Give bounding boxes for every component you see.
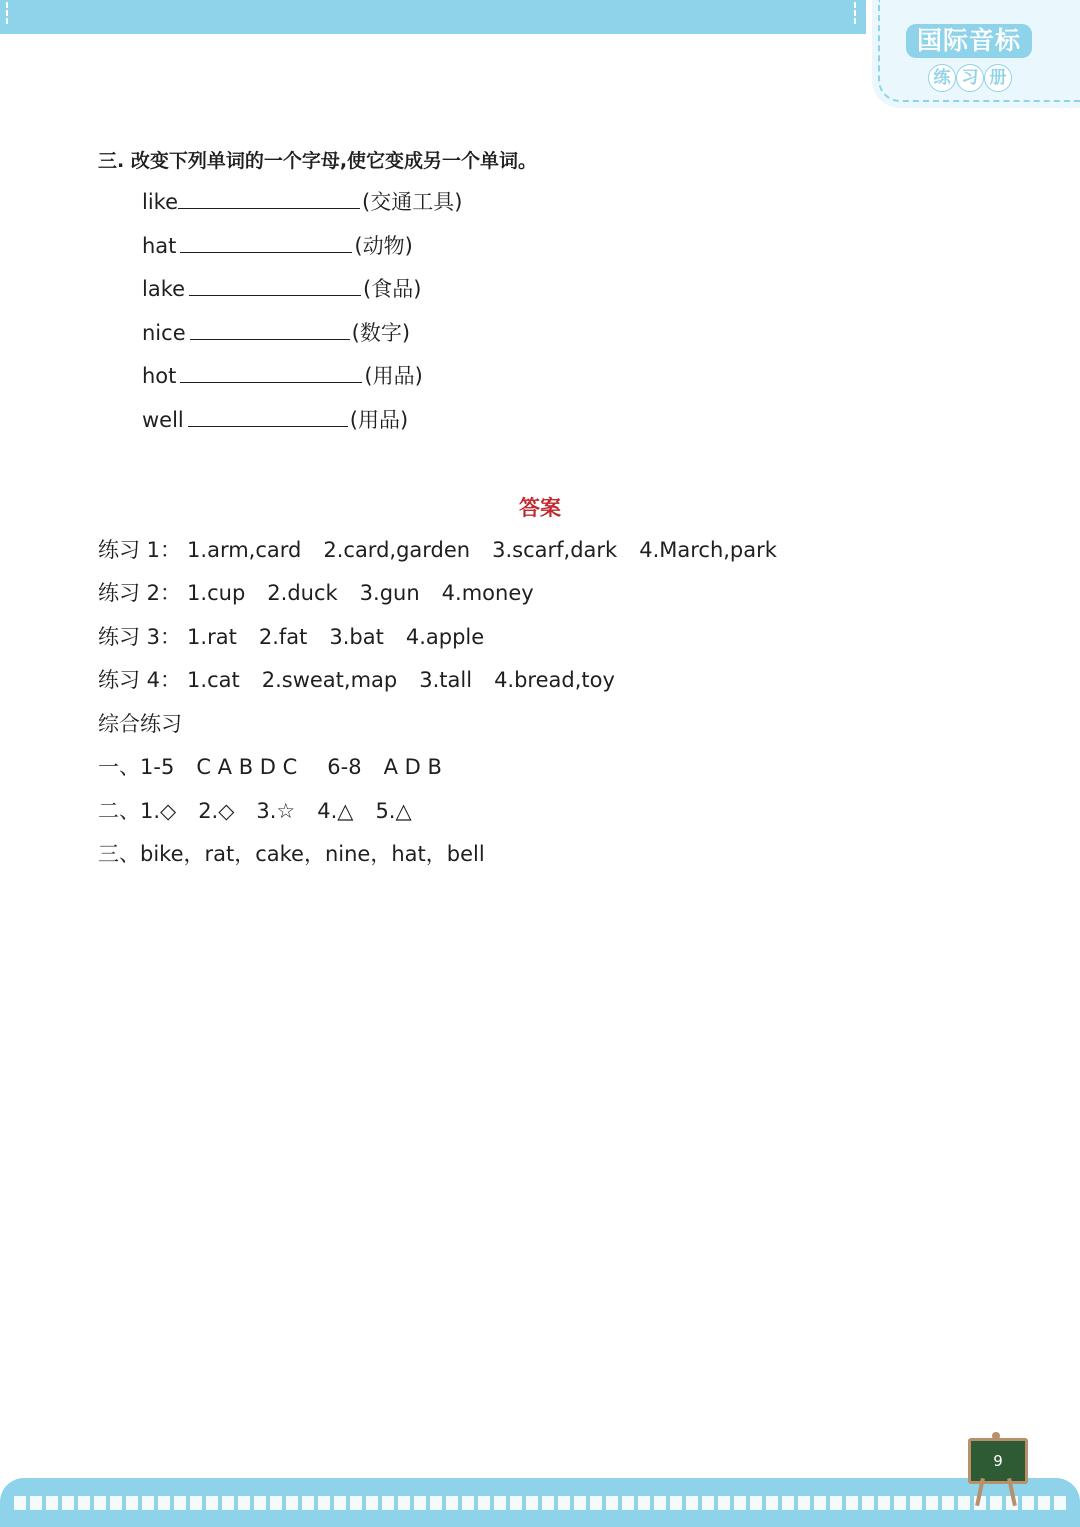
footer-banner xyxy=(0,1478,1080,1527)
answer-blank[interactable] xyxy=(190,317,350,340)
hint: (用品) xyxy=(349,408,409,432)
footer-pattern xyxy=(14,1496,1066,1510)
top-banner xyxy=(0,0,866,34)
answer-item: 4.△ xyxy=(317,799,354,823)
answer-row xyxy=(98,665,637,695)
answer-item: 3.scarf,dark xyxy=(492,538,618,562)
answer-item: 1.rat xyxy=(187,625,237,649)
hint: (食品) xyxy=(363,277,422,301)
word: hat xyxy=(142,234,177,258)
word: lake xyxy=(142,277,186,301)
answer-item: 3.tall xyxy=(419,668,473,692)
answer-label: 三、bike，rat，cake，nine，hat，bell xyxy=(98,842,485,866)
answer-item: 3.bat xyxy=(329,625,384,649)
answer-label: 一、1-5 xyxy=(98,755,175,779)
answer-label: 练习 1： xyxy=(98,538,182,562)
answer-item: 2.duck xyxy=(267,581,338,605)
fill-row xyxy=(142,404,408,434)
fill-row xyxy=(142,186,462,216)
fill-row xyxy=(142,273,421,303)
word: hot xyxy=(142,364,177,388)
answer-blank[interactable] xyxy=(180,360,362,383)
answer-item: 4.March,park xyxy=(639,538,777,562)
answer-blank[interactable] xyxy=(188,404,348,427)
word: like xyxy=(142,190,179,214)
subtitle-char: 习 xyxy=(956,64,984,92)
answer-blank[interactable] xyxy=(178,186,360,209)
answer-row xyxy=(98,796,434,826)
answer-label: 练习 4： xyxy=(98,668,182,692)
answer-item: 4.bread,toy xyxy=(494,668,615,692)
answer-item: 2.card,garden xyxy=(323,538,471,562)
answer-item: 2.sweat,map xyxy=(261,668,398,692)
answer-item: 5.△ xyxy=(375,799,412,823)
answer-label: 二、1.◇ xyxy=(98,799,177,823)
answer-item: 3.gun xyxy=(359,581,420,605)
answer-row xyxy=(98,839,491,869)
answer-row xyxy=(98,622,506,652)
answer-label: 练习 2： xyxy=(98,581,182,605)
answer-item: 4.apple xyxy=(405,625,485,649)
answer-row xyxy=(98,535,799,565)
word: well xyxy=(142,408,184,432)
answer-item: C A B D C xyxy=(196,755,298,779)
answer-item: 1.cat xyxy=(187,668,240,692)
book-title-badge: 国际音标 xyxy=(906,24,1032,58)
answer-row xyxy=(98,578,556,608)
answer-item: 6-8 xyxy=(327,755,362,779)
answer-label: 综合练习 xyxy=(98,712,182,736)
answer-item: 3.☆ xyxy=(256,799,296,823)
hint: (数字) xyxy=(351,321,411,345)
hint: (用品) xyxy=(364,364,423,388)
answer-item: 1.arm,card xyxy=(187,538,302,562)
hint: (交通工具) xyxy=(362,190,463,214)
subtitle-char: 练 xyxy=(928,64,956,92)
board-pin-icon xyxy=(992,1432,1000,1440)
answers-heading: 答案 xyxy=(519,496,561,520)
answer-row xyxy=(98,752,464,782)
book-subtitle-badge xyxy=(928,64,1012,92)
hint: (动物) xyxy=(354,234,413,258)
answer-row xyxy=(98,709,188,739)
fill-row xyxy=(142,317,410,347)
answer-item: A D B xyxy=(383,755,442,779)
answer-item: 4.money xyxy=(441,581,534,605)
subtitle-char: 册 xyxy=(984,64,1012,92)
answer-blank[interactable] xyxy=(180,230,352,253)
fill-row xyxy=(142,230,413,260)
answer-blank[interactable] xyxy=(189,273,361,296)
answer-item: 2.fat xyxy=(258,625,308,649)
fill-row xyxy=(142,360,423,390)
answer-item: 1.cup xyxy=(187,581,246,605)
exercise-title: 三. 改变下列单词的一个字母,使它变成另一个单词。 xyxy=(98,150,538,172)
answer-item: 2.◇ xyxy=(198,799,235,823)
answer-label: 练习 3： xyxy=(98,625,182,649)
word: nice xyxy=(142,321,186,345)
page-number-board: 9 xyxy=(968,1438,1028,1484)
